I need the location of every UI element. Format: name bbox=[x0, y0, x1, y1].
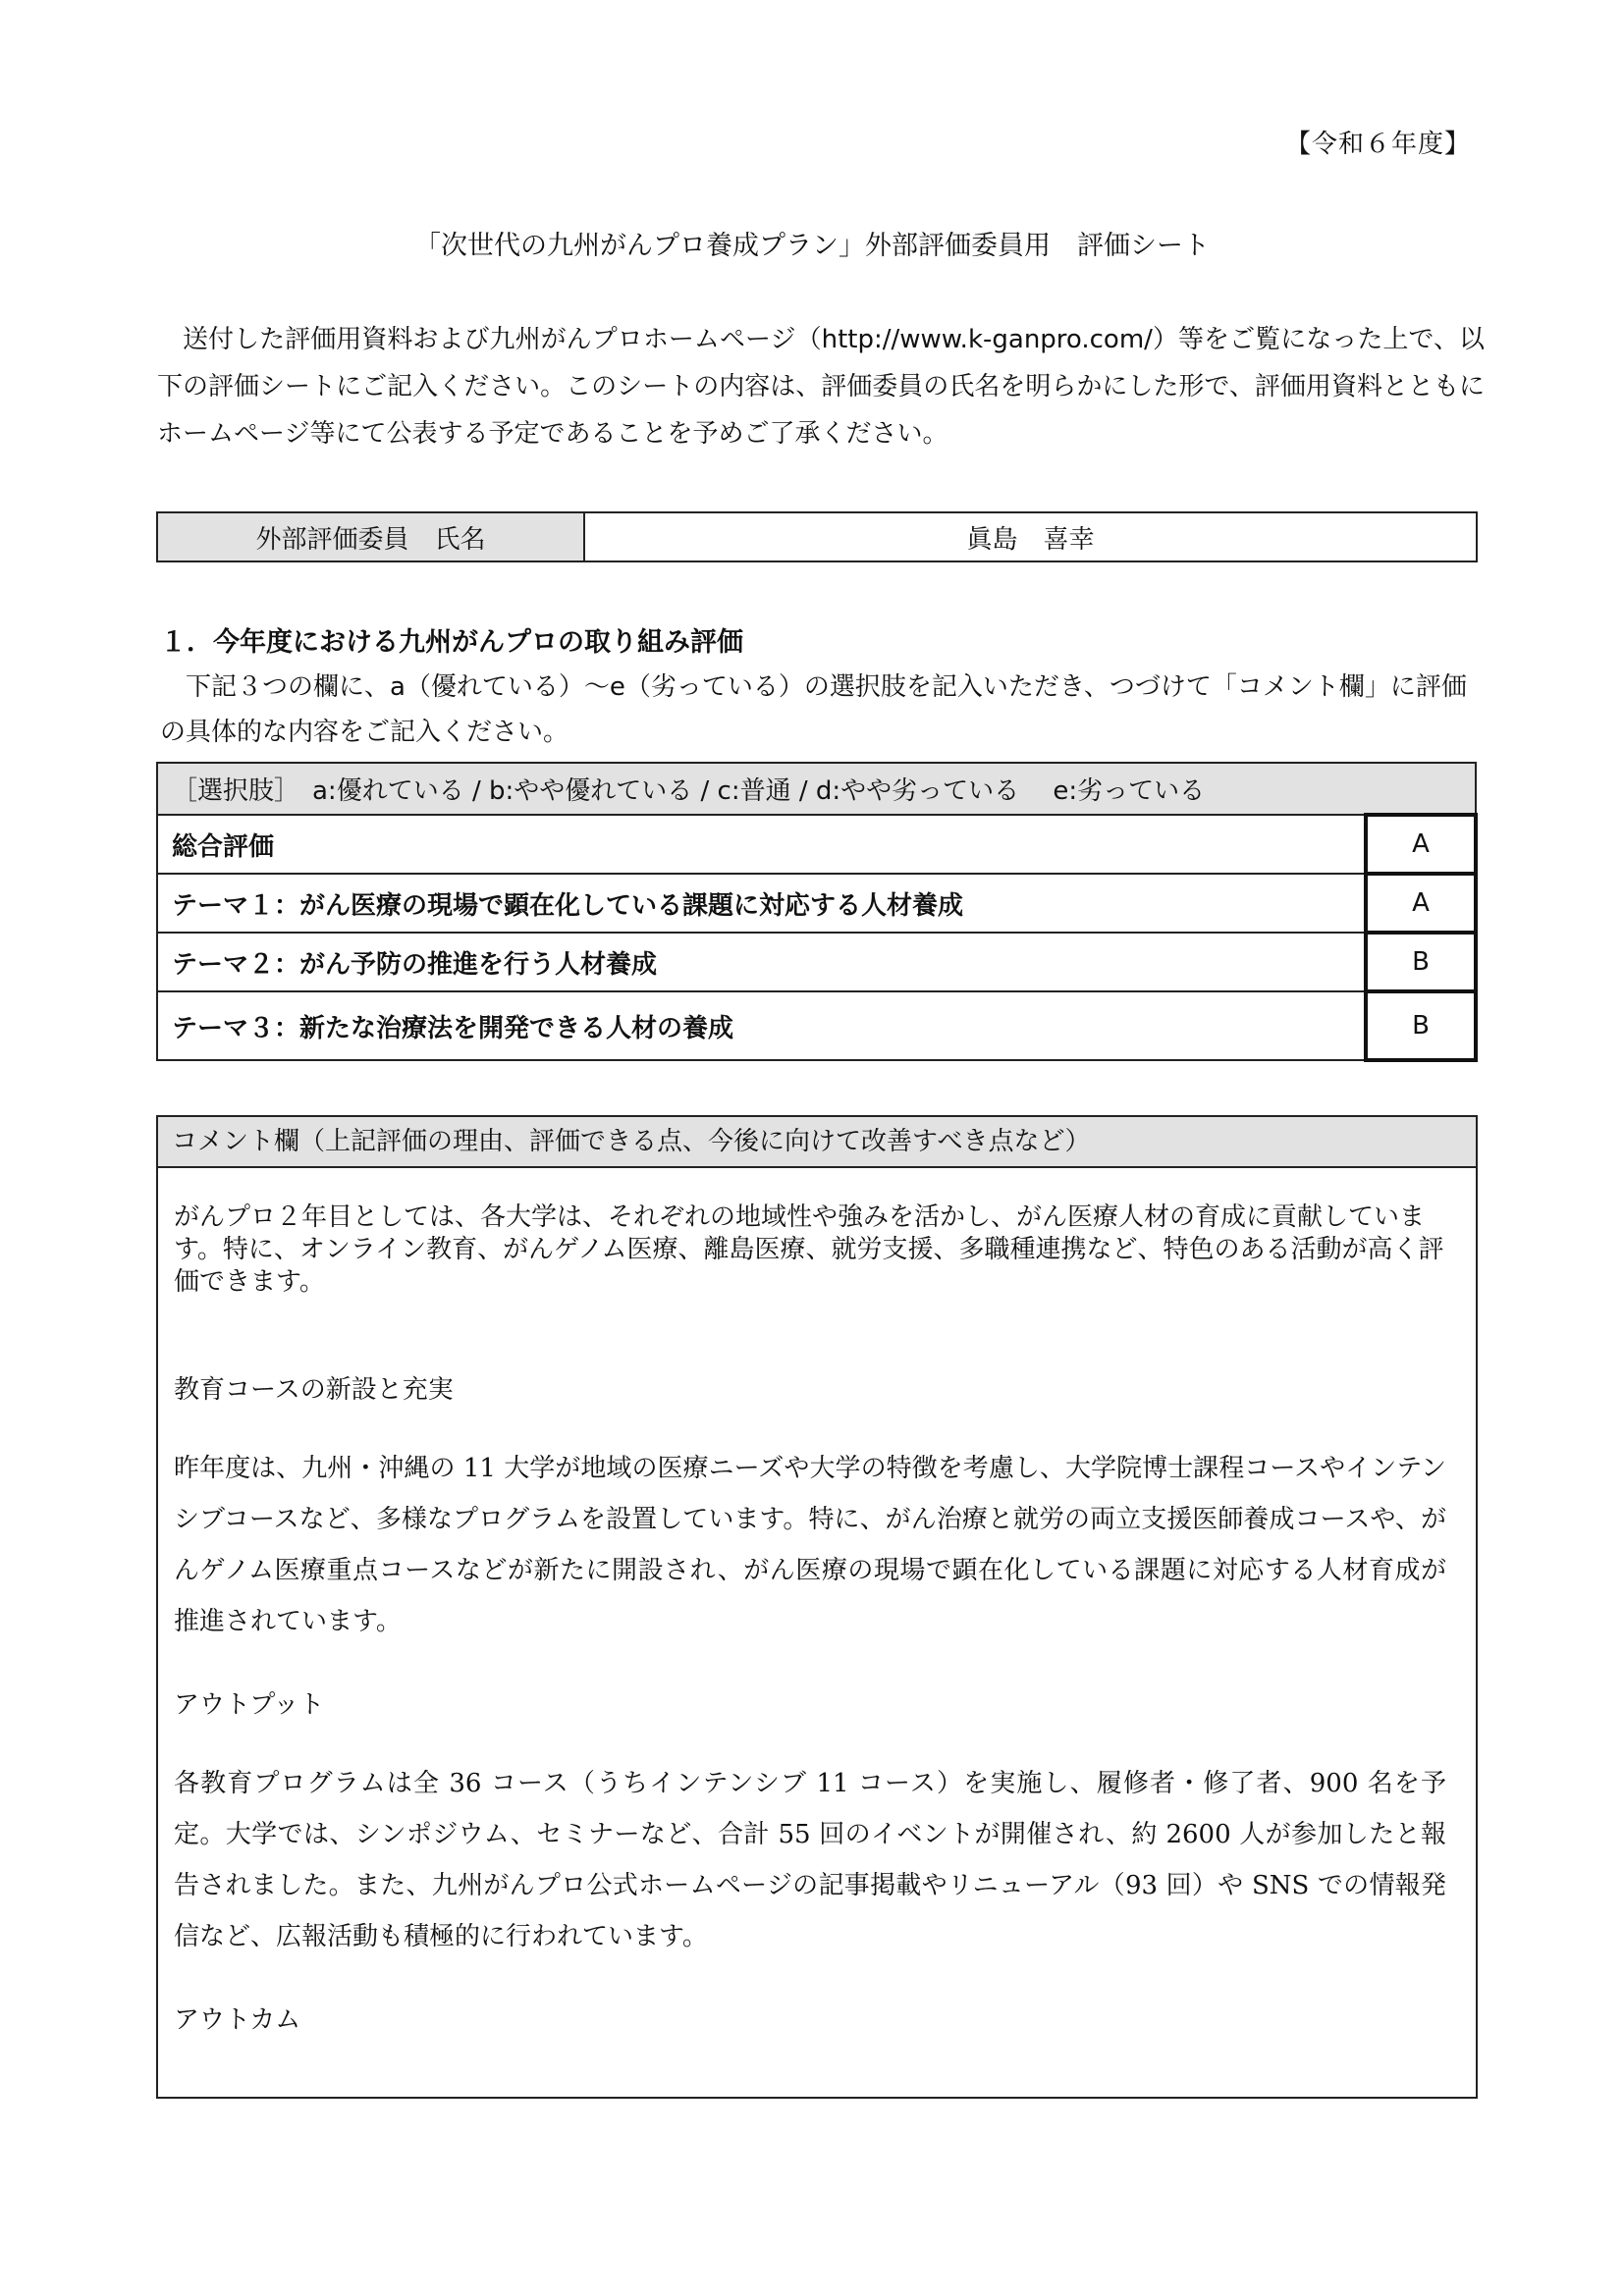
evaluator-name-label: 外部評価委員 氏名 bbox=[157, 512, 584, 561]
evaluation-item: テーマ３：新たな治療法を開発できる人材の養成 bbox=[157, 991, 1366, 1060]
evaluation-item: 総合評価 bbox=[157, 815, 1366, 874]
evaluator-name-value: 眞島 喜幸 bbox=[584, 512, 1477, 561]
evaluation-item: テーマ２：がん予防の推進を行う人材養成 bbox=[157, 933, 1366, 991]
evaluation-item: テーマ１：がん医療の現場で顕在化している課題に対応する人材養成 bbox=[157, 874, 1366, 933]
comment-box bbox=[156, 1115, 1478, 2099]
evaluation-table bbox=[156, 762, 1478, 1062]
comment-subheading: アウトプット bbox=[174, 1690, 325, 1720]
evaluation-row bbox=[157, 874, 1476, 933]
section-description: 下記３つの欄に、a（優れている）～e（劣っている）の選択肢を記入いただき、つづけて「コメント欄」に評価の具体的な内容をご記入ください。 bbox=[160, 672, 1467, 747]
evaluator-name-table bbox=[156, 511, 1478, 562]
evaluation-row bbox=[157, 815, 1476, 874]
evaluation-score: A bbox=[1366, 874, 1476, 933]
comment-paragraph: 各教育プログラムは全 36 コース（うちインテンシブ 11 コース）を実施し、履修者・修了者、900 名を予定。大学では、シンポジウム、セミナーなど、合計 55 回のイベントが開催され、約 2600 人が参加したと報告されました。また、九州がんプロ公式ホームページの記事掲載やリニューアル（93 回）や SNS での情報発信など、広報活動も積極的に行われています。 bbox=[174, 1769, 1446, 1951]
intro-paragraph: 送付した評価用資料および九州がんプロホームページ（http://www.k-ganpro.com/）等をご覧になった上で、以下の評価シートにご記入ください。このシートの内容は、評価委員の氏名を明らかにした形で、評価用資料とともにホームページ等にて公表する予定であることを予めご了承ください。 bbox=[157, 325, 1485, 449]
evaluation-score: B bbox=[1366, 933, 1476, 991]
document-title: 「次世代の九州がんプロ養成プラン」外部評価委員用 評価シート bbox=[414, 231, 1210, 261]
evaluation-row bbox=[157, 933, 1476, 991]
choices-legend: ［選択肢］ a:優れている / b:やや優れている / c:普通 / d:やや劣っている e:劣っている bbox=[157, 763, 1476, 815]
evaluation-score: B bbox=[1366, 991, 1476, 1060]
evaluation-row bbox=[157, 991, 1476, 1060]
comment-header: コメント欄（上記評価の理由、評価できる点、今後に向けて改善すべき点など） bbox=[158, 1117, 1476, 1168]
evaluation-score: A bbox=[1366, 815, 1476, 874]
fiscal-year-label: 【令和６年度】 bbox=[1284, 130, 1471, 159]
comment-paragraph: 昨年度は、九州・沖縄の 11 大学が地域の医療ニーズや大学の特徴を考慮し、大学院博士課程コースやインテンシブコースなど、多様なプログラムを設置しています。特に、がん治療と就労の両立支援医師養成コースや、がんゲノム医療重点コースなどが新たに開設され、がん医療の現場で顕在化している課題に対応する人材育成が推進されています。 bbox=[174, 1454, 1446, 1636]
comment-subheading: 教育コースの新設と充実 bbox=[174, 1375, 454, 1405]
comment-subheading: アウトカム bbox=[174, 2005, 301, 2035]
comment-body bbox=[158, 1201, 1476, 2036]
section-heading: １．今年度における九州がんプロの取り組み評価 bbox=[160, 627, 743, 658]
comment-paragraph: がんプロ２年目としては、各大学は、それぞれの地域性や強みを活かし、がん医療人材の育成に貢献しています。特に、オンライン教育、がんゲノム医療、離島医療、就労支援、多職種連携など、特色のある活動が高く評価できます。 bbox=[174, 1202, 1444, 1297]
